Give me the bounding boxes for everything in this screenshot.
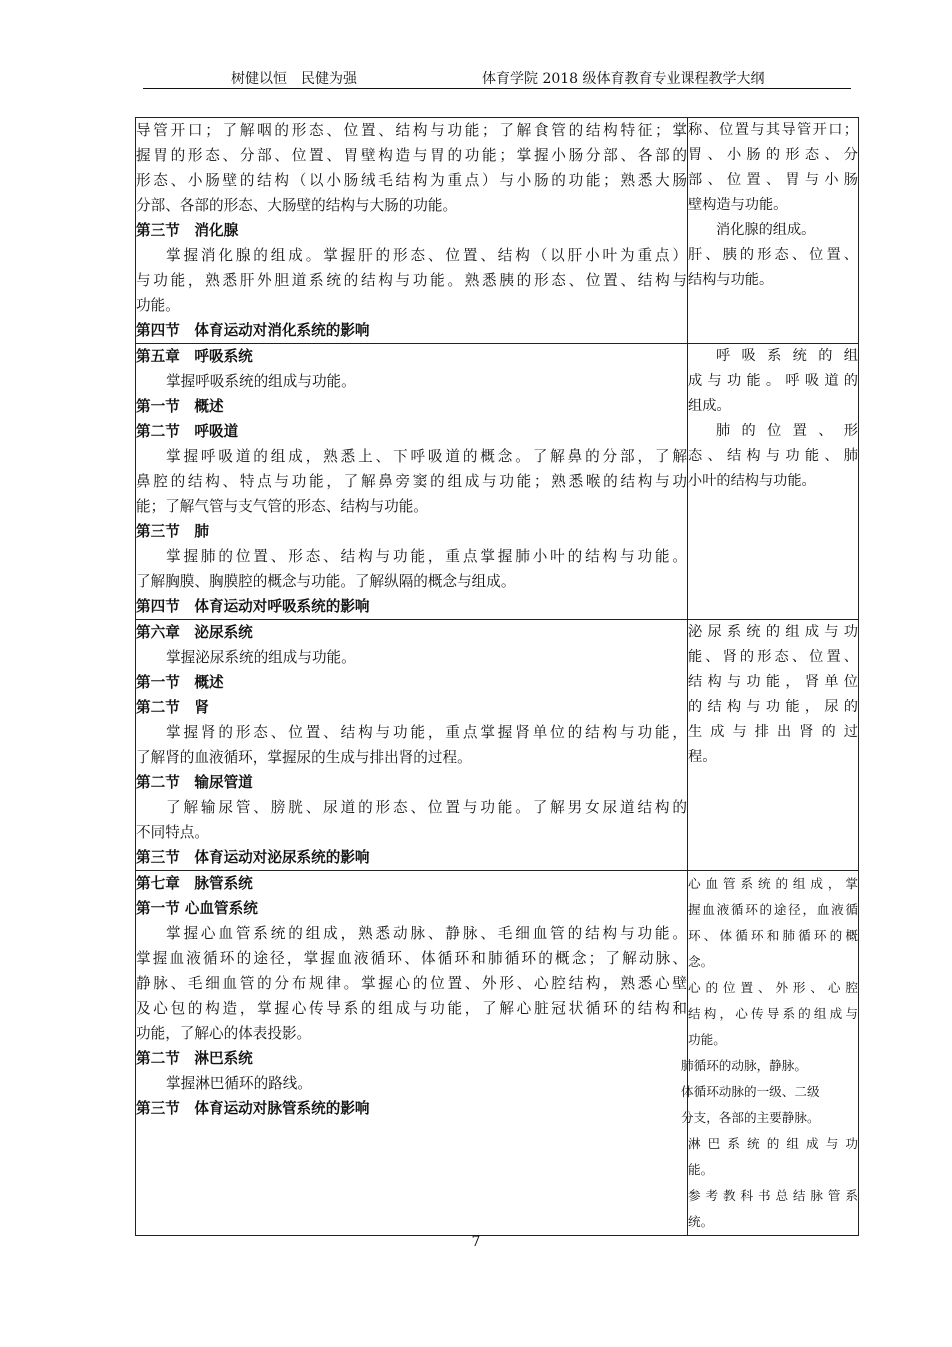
key-points-cell: [688, 118, 859, 344]
key-point-line: 肺循环的动脉，静脉。: [681, 1058, 807, 1073]
content-line: 静脉、毛细血管的分布规律。掌握心的位置、外形、心腔结构，熟悉心壁: [136, 975, 687, 992]
content-line: 鼻腔的结构、特点与功能，了解鼻旁窦的组成与功能；熟悉喉的结构与功: [136, 473, 687, 490]
section-heading: 第二节 呼吸道: [136, 423, 239, 440]
page-number: 7: [471, 1234, 481, 1250]
key-point-line: 心血管系统的组成，掌: [688, 876, 858, 891]
key-point-line: 部、位置、胃与小肠: [688, 172, 858, 188]
section-heading: 第三节 消化腺: [136, 222, 239, 239]
content-cell: [136, 118, 688, 344]
content-line: 掌握呼吸系统的组成与功能。: [166, 373, 356, 390]
section-heading: 第三节 体育运动对泌尿系统的影响: [136, 849, 370, 866]
section-heading: 第三节 肺: [136, 523, 209, 540]
key-point-line: 参考教科书总结脉管系: [688, 1188, 858, 1203]
content-line: 掌握消化腺的组成。掌握肝的形态、位置、结构（以肝小叶为重点）: [166, 247, 687, 264]
key-point-line: 淋巴系统的组成与功: [688, 1136, 858, 1151]
key-point-line: 泌尿系统的组成与功: [688, 624, 858, 640]
content-line: 分部、各部的形态、大肠壁的结构与大肠的功能。: [136, 197, 458, 214]
content-line: 掌握泌尿系统的组成与功能。: [166, 649, 356, 666]
key-point-line: 念。: [688, 954, 714, 969]
key-point-line: 称、位置与其导管开口；: [688, 122, 858, 138]
key-point-line: 胃、小肠的形态、分: [688, 147, 858, 163]
content-line: 掌握肾的形态、位置、结构与功能，重点掌握肾单位的结构与功能，: [166, 724, 687, 741]
key-point-line: 环、体循环和肺循环的概: [688, 928, 858, 943]
key-point-line: 分支，各部的主要静脉。: [681, 1110, 820, 1125]
key-point-line: 统。: [688, 1214, 714, 1229]
table-row: [136, 344, 859, 620]
content-cell: [136, 344, 688, 620]
content-line: 了解肾的血液循环，掌握尿的生成与排出肾的过程。: [136, 749, 472, 766]
key-point-line: 壁构造与功能。: [688, 197, 788, 213]
key-point-line: 结构，心传导系的组成与: [688, 1006, 858, 1021]
content-line: 掌握呼吸道的组成，熟悉上、下呼吸道的概念。了解鼻的分部，了解: [166, 448, 687, 465]
content-line: 能；了解气管与支气管的形态、结构与功能。: [136, 498, 428, 515]
content-line: 握胃的形态、分部、位置、胃壁构造与胃的功能；掌握小肠分部、各部的: [136, 147, 687, 164]
content-line: 掌握肺的位置、形态、结构与功能，重点掌握肺小叶的结构与功能。: [166, 548, 687, 565]
content-cell: [136, 871, 688, 1236]
section-heading: 第四节 体育运动对呼吸系统的影响: [136, 598, 370, 615]
content-line: 了解胸膜、胸膜腔的概念与功能。了解纵隔的概念与组成。: [136, 573, 516, 590]
content-line: 及心包的构造，掌握心传导系的组成与功能，了解心脏冠状循环的结构和: [136, 1000, 687, 1017]
key-point-line: 程。: [688, 749, 717, 765]
key-point-line: 握血液循环的途径，血液循: [688, 902, 858, 917]
header-document-title: 体育学院 2018 级体育教育专业课程教学大纲: [482, 71, 765, 87]
syllabus-table: [135, 117, 859, 1236]
key-point-line: 结构与功能，肾单位: [688, 674, 858, 690]
key-point-line: 肺的位置、形: [716, 423, 858, 439]
key-point-line: 肝、胰的形态、位置、: [688, 247, 858, 263]
key-point-line: 成与功能。呼吸道的: [688, 373, 858, 389]
key-point-line: 消化腺的组成。: [716, 222, 816, 238]
key-point-line: 体循环动脉的一级、二级: [681, 1084, 820, 1099]
content-line: 了解输尿管、膀胱、尿道的形态、位置与功能。了解男女尿道结构的: [166, 799, 687, 816]
content-line: 掌握淋巴循环的路线。: [166, 1075, 312, 1092]
key-point-line: 生成与排出肾的过: [688, 724, 858, 740]
table-row: [136, 620, 859, 871]
content-line: 导管开口；了解咽的形态、位置、结构与功能；了解食管的结构特征；掌: [136, 122, 687, 139]
content-cell: [136, 620, 688, 871]
section-heading: 第四节 体育运动对消化系统的影响: [136, 322, 370, 339]
section-heading: 第二节 肾: [136, 699, 209, 716]
section-heading: 第一节 心血管系统: [136, 900, 258, 917]
section-heading: 第二节 输尿管道: [136, 774, 253, 791]
page-header: [143, 66, 851, 89]
section-heading: 第一节 概述: [136, 674, 224, 691]
table-row: [136, 118, 859, 344]
section-heading: 第五章 呼吸系统: [136, 348, 253, 365]
key-point-line: 心的位置、外形、心腔: [688, 980, 858, 995]
section-heading: 第二节 淋巴系统: [136, 1050, 253, 1067]
key-point-line: 小叶的结构与功能。: [688, 473, 816, 489]
content-line: 掌握心血管系统的组成，熟悉动脉、静脉、毛细血管的结构与功能。: [166, 925, 687, 942]
section-heading: 第一节 概述: [136, 398, 224, 415]
key-point-line: 组成。: [688, 398, 731, 414]
key-point-line: 能、肾的形态、位置、: [688, 649, 858, 665]
key-points-cell: [688, 344, 859, 620]
content-line: 形态、小肠壁的结构（以小肠绒毛结构为重点）与小肠的功能；熟悉大肠: [136, 172, 687, 189]
content-line: 掌握血液循环的途径，掌握血液循环、体循环和肺循环的概念；了解动脉、: [136, 950, 687, 967]
section-heading: 第六章 泌尿系统: [136, 624, 253, 641]
key-point-line: 功能。: [688, 1032, 726, 1047]
key-point-line: 能。: [688, 1162, 714, 1177]
content-line: 功能。: [136, 297, 180, 314]
section-heading: 第七章 脉管系统: [136, 875, 253, 892]
key-point-line: 的结构与功能，尿的: [688, 699, 858, 715]
key-point-line: 结构与功能。: [688, 272, 774, 288]
content-line: 不同特点。: [136, 824, 209, 841]
key-point-line: 态、结构与功能、肺: [688, 448, 858, 464]
key-points-cell: [688, 620, 859, 871]
key-points-cell: [681, 871, 859, 1236]
content-line: 功能，了解心的体表投影。: [136, 1025, 312, 1042]
section-heading: 第三节 体育运动对脉管系统的影响: [136, 1100, 370, 1117]
key-point-line: 呼吸系统的组: [716, 348, 858, 364]
content-line: 与功能，熟悉肝外胆道系统的结构与功能。熟悉胰的形态、位置、结构与: [136, 272, 687, 289]
header-motto: 树健以恒 民健为强: [231, 71, 357, 87]
table-row: [136, 871, 859, 1236]
